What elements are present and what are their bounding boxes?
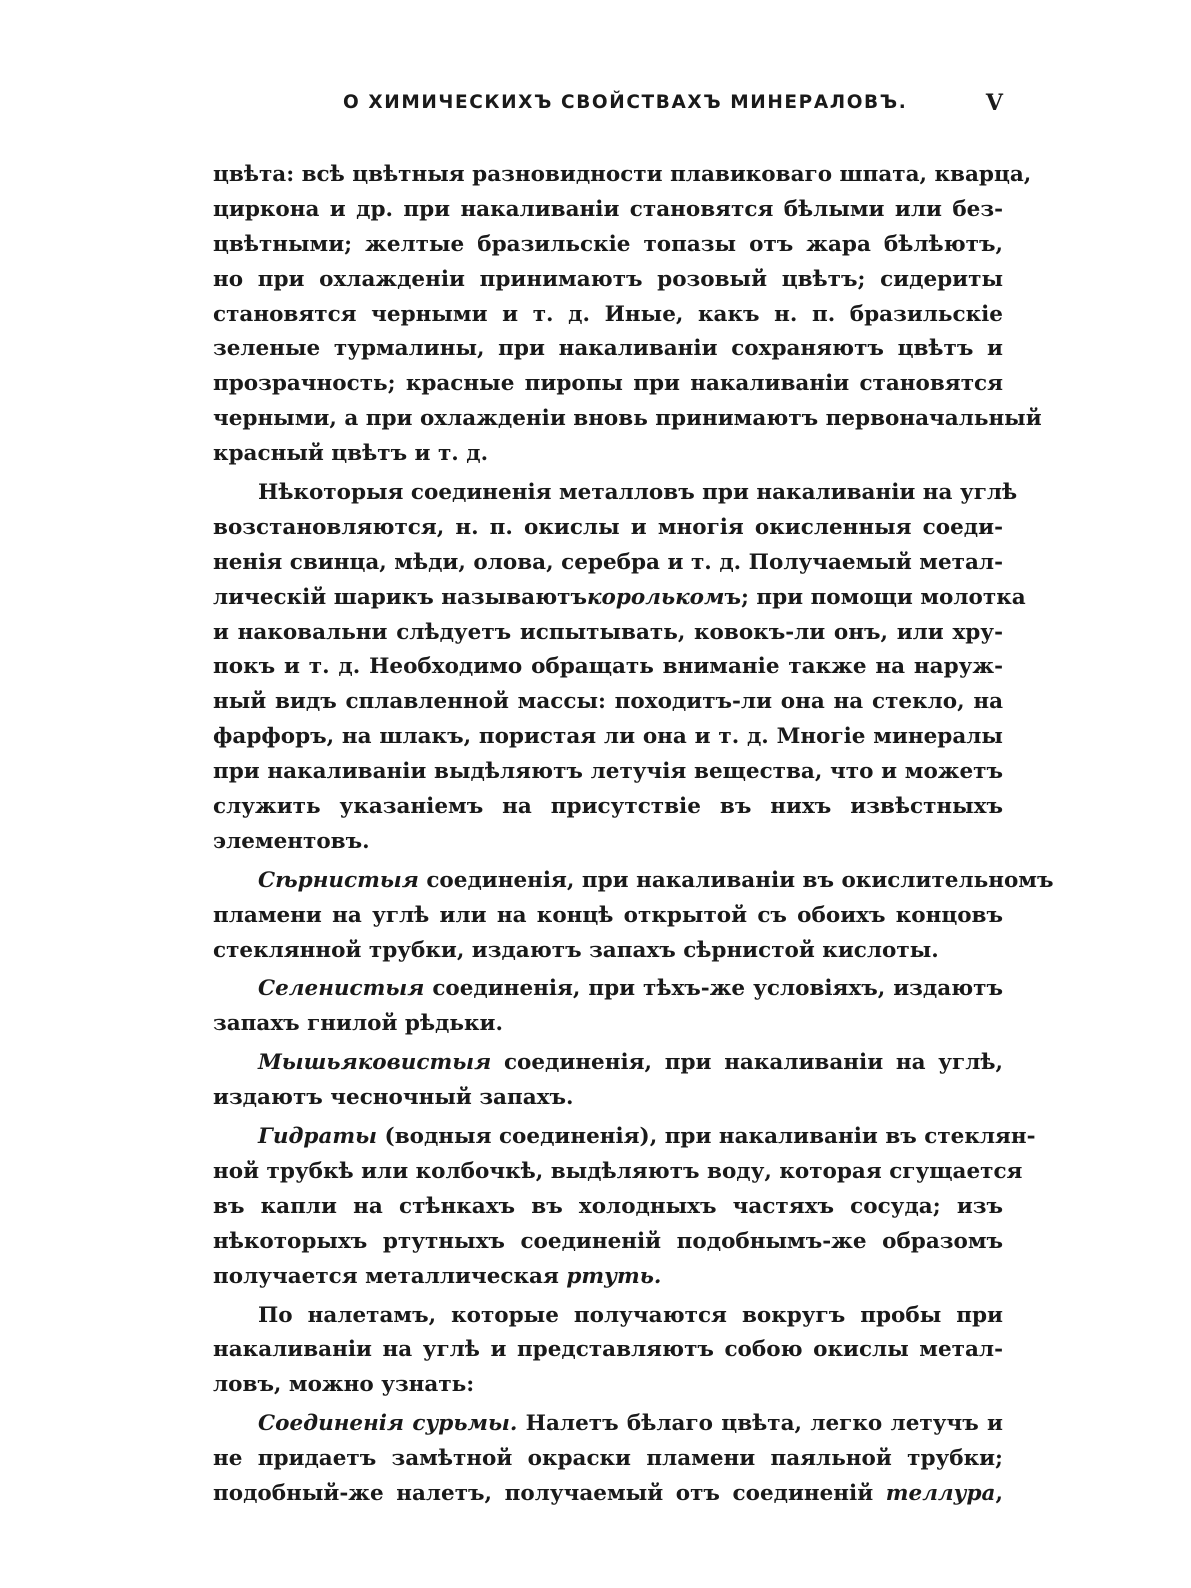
text-line	[213, 755, 1003, 790]
text-line	[213, 1407, 1003, 1442]
text-segment: прозрачность; красные пиропы при накаливанiи становятся	[213, 371, 1003, 397]
text-line	[213, 511, 1003, 546]
text-segment: зеленые турмалины, при накаливанiи сохраняютъ цвѣтъ и	[213, 336, 1003, 362]
text-segment: нѣкоторыхъ ртутныхъ соединенiй подобнымъ-же образомъ	[213, 1228, 1003, 1254]
italic-term: Мышьяковистыя	[258, 1050, 492, 1076]
text-line	[213, 546, 1003, 581]
text-line	[213, 650, 1003, 685]
text-segment: (водныя соединенiя), при накаливанiи въ стеклян-	[377, 1124, 1036, 1150]
text-segment: соединенiя, при накаливанiи на углѣ,	[491, 1050, 1003, 1076]
text-line	[213, 1081, 1003, 1116]
text-segment: при накаливанiи выдѣляютъ летучiя вещества, что и можетъ	[213, 759, 1003, 785]
text-line	[213, 581, 1026, 616]
text-line	[213, 1333, 1003, 1368]
text-segment: стеклянной трубки, издаютъ запахъ сѣрнистой кислоты.	[213, 937, 939, 963]
text-line	[213, 1260, 1003, 1295]
text-segment: красный цвѣтъ и т. д.	[213, 441, 489, 467]
text-segment: покъ и т. д. Необходимо обращать вниманiе также на наруж-	[213, 654, 1003, 680]
text-line	[213, 402, 1042, 437]
italic-term: Соединенiя сурьмы.	[258, 1411, 518, 1437]
text-line	[213, 193, 1003, 228]
text-segment: ъ; при помощи молотка	[724, 584, 1026, 610]
text-line	[213, 790, 1003, 825]
italic-term: Сѣрнистыя	[258, 867, 419, 893]
text-segment: циркона и др. при накаливанiи становятся бѣлыми или без-	[213, 196, 1003, 222]
text-line	[213, 685, 1003, 720]
body-text	[213, 158, 1054, 1512]
page-header	[213, 92, 1003, 128]
text-segment: возстановляются, н. п. окислы и многiя окисленныя соеди-	[213, 514, 1003, 540]
text-line	[213, 1442, 1003, 1477]
text-segment: подобный-же налетъ, получаемый отъ соединенiй	[213, 1480, 886, 1506]
text-segment: соединенiя, при тѣхъ-же условiяхъ, издаютъ	[424, 976, 1003, 1002]
text-segment: Налетъ бѣлаго цвѣта, легко летучъ и	[517, 1411, 1003, 1437]
text-segment: накаливанiи на углѣ и представляютъ собою окислы метал-	[213, 1337, 1003, 1363]
text-line	[213, 476, 1018, 511]
text-segment: но при охлажденiи принимаютъ розовый цвѣтъ; сидериты	[213, 266, 1003, 292]
text-line	[213, 263, 1003, 298]
text-segment: издаютъ чесночный запахъ.	[213, 1085, 574, 1111]
text-segment: цвѣта: всѣ цвѣтныя разновидности плавиковаго шпата, кварца,	[213, 162, 1032, 187]
text-line	[213, 972, 1003, 1007]
text-line	[213, 864, 1054, 899]
text-segment: не придаетъ замѣтной окраски пламени паяльной трубки;	[213, 1446, 1003, 1472]
page-number: V	[985, 90, 1003, 116]
text-line	[213, 228, 1003, 263]
text-line	[213, 1155, 1023, 1190]
text-line	[213, 616, 1003, 651]
text-segment: служить указанiемъ на присутствiе въ нихъ извѣстныхъ	[213, 794, 1003, 820]
text-line	[213, 298, 1003, 333]
text-line	[213, 367, 1003, 402]
text-segment: По налетамъ, которые получаются вокругъ пробы при	[258, 1302, 1003, 1328]
text-segment: цвѣтными; желтые бразильскiе топазы отъ жара бѣлѣютъ,	[213, 231, 1003, 257]
italic-term: ртуть.	[566, 1263, 662, 1289]
text-line	[213, 1477, 1003, 1512]
text-line	[213, 1299, 1003, 1334]
text-line	[213, 1007, 1003, 1042]
text-line	[213, 1368, 1003, 1403]
text-segment: лическiй шарикъ называютъ	[213, 584, 587, 610]
text-segment: ненiя свинца, мѣди, олова, серебра и т. д. Получаемый метал-	[213, 549, 1003, 575]
text-segment: и наковальни слѣдуетъ испытывать, ковокъ-ли онъ, или хру-	[213, 619, 1003, 645]
italic-term: корольком	[586, 584, 725, 610]
text-line	[213, 332, 1003, 367]
text-line	[213, 1046, 1003, 1081]
text-segment: ловъ, можно узнать:	[213, 1372, 475, 1398]
text-segment: ,	[995, 1480, 1003, 1506]
text-line	[213, 934, 1003, 969]
text-segment: фарфоръ, на шлакъ, пористая ли она и т. д. Многiе минералы	[213, 724, 1003, 750]
text-line	[213, 825, 1003, 860]
text-segment: черными, а при охлажденiи вновь принимаютъ первоначальный	[213, 406, 1042, 432]
text-line	[213, 158, 1032, 193]
text-line	[213, 1120, 1036, 1155]
text-segment: ной трубкѣ или колбочкѣ, выдѣляютъ воду, которая сгущается	[213, 1158, 1023, 1184]
text-segment: становятся черными и т. д. Иные, какъ н. п. бразильскiе	[213, 301, 1003, 327]
text-segment: получается металлическая	[213, 1263, 567, 1289]
text-line	[213, 1225, 1003, 1260]
italic-term: Селенистыя	[258, 976, 425, 1002]
text-segment: запахъ гнилой рѣдьки.	[213, 1011, 503, 1037]
running-title: О ХИМИЧЕСКИХЪ СВОЙСТВАХЪ МИНЕРАЛОВЪ.	[343, 92, 908, 113]
text-segment: ный видъ сплавленной массы: походитъ-ли она на стекло, на	[213, 689, 1003, 715]
text-line	[213, 437, 1003, 472]
text-line	[213, 720, 1003, 755]
text-segment: пламени на углѣ или на концѣ открытой съ обоихъ концовъ	[213, 902, 1003, 928]
text-line	[213, 899, 1003, 934]
text-segment: въ капли на стѣнкахъ въ холодныхъ частяхъ сосуда; изъ	[213, 1193, 1003, 1219]
italic-term: Гидраты	[258, 1124, 378, 1150]
italic-term: теллура	[885, 1480, 996, 1506]
text-segment: соединенiя, при накаливанiи въ окислительномъ	[418, 867, 1054, 893]
text-line	[213, 1190, 1003, 1225]
text-segment: Нѣкоторыя соединенiя металловъ при накаливанiи на углѣ	[258, 480, 1018, 506]
text-segment: элементовъ.	[213, 828, 370, 854]
